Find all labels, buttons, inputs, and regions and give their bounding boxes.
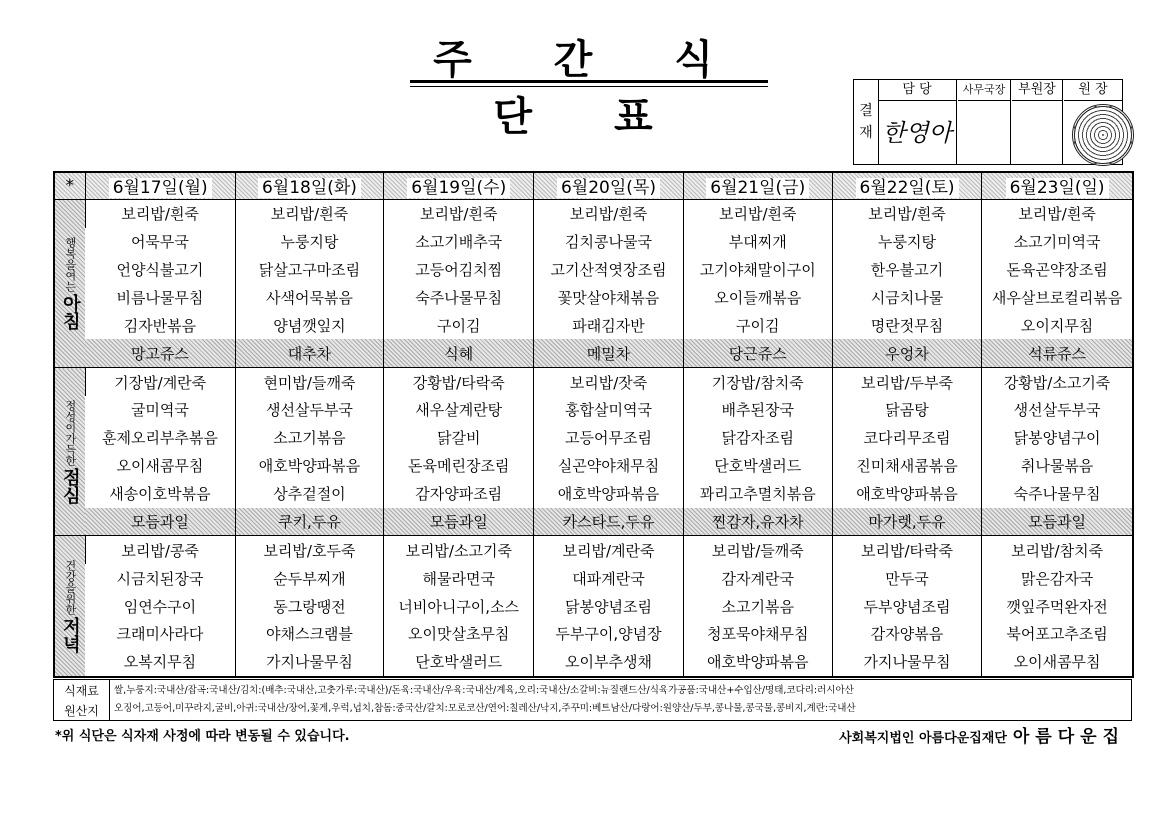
menu-cell: 누룽지탕 (832, 228, 981, 256)
menu-row (55, 396, 1132, 424)
menu-cell: 오이새콤무침 (982, 648, 1132, 676)
menu-cell: 굴미역국 (130, 401, 189, 420)
menu-cell: 사색어묵볶음 (235, 283, 383, 311)
approval-col-staff: 담 당 한영아 (878, 80, 957, 164)
meal-label-breakfast: 행복을여는 아침 (55, 199, 85, 367)
menu-cell: 오이부추생채 (534, 648, 683, 676)
menu-row (55, 452, 1132, 480)
menu-cell: 어묵무국 (130, 233, 189, 252)
menu-cell: 보리밥/두부죽 (832, 368, 981, 396)
menu-cell: 구이김 (683, 311, 832, 339)
menu-cell: 닭곰탕 (832, 396, 981, 424)
menu-cell: 가지나물무침 (235, 648, 383, 676)
menu-cell: 보리밥/흰죽 (982, 199, 1132, 227)
drink-cell: 마가렛,두유 (832, 508, 981, 536)
menu-cell: 감자계란국 (683, 564, 832, 592)
menu-cell: 두부양념조림 (832, 592, 981, 620)
menu-cell: 애호박양파볶음 (683, 648, 832, 676)
menu-cell: 북어포고추조림 (982, 620, 1132, 648)
menu-cell: 기장밥/참치죽 (683, 368, 832, 396)
menu-cell: 닭갈비 (384, 424, 534, 452)
menu-cell: 부대찌개 (683, 228, 832, 256)
menu-cell: 배추된장국 (683, 396, 832, 424)
menu-cell: 숙주나물무침 (384, 283, 534, 311)
approval-col-secretary: 사무국장 (958, 80, 1011, 164)
drink-cell: 찐감자,유자차 (683, 508, 832, 536)
menu-cell: 보리밥/호두죽 (235, 536, 383, 564)
title-underline (410, 80, 768, 83)
menu-cell: 코다리무조림 (832, 424, 981, 452)
menu-row (55, 199, 1132, 227)
origin-label: 식재료 원산지 (54, 680, 110, 720)
menu-cell: 구이김 (384, 311, 534, 339)
seal-stamp (1072, 104, 1134, 166)
menu-cell: 강황밥/소고기죽 (982, 368, 1132, 396)
approval-col-vice: 부원장 (1012, 80, 1063, 164)
menu-cell: 새우살브로컬리볶음 (982, 283, 1132, 311)
page-title: 주 간 식 단 표 (433, 36, 747, 140)
drink-cell: 모듬과일 (85, 508, 235, 536)
menu-cell: 파래김자반 (534, 311, 683, 339)
menu-cell: 깻잎주먹완자전 (982, 592, 1132, 620)
menu-cell: 고등어무조림 (534, 424, 683, 452)
day-header: 6월23일(일) (982, 173, 1132, 199)
organization-name: 사회복지법인 아름다운집재단 아름다운집 (839, 727, 1125, 747)
menu-cell: 새송이호박볶음 (109, 485, 211, 504)
menu-row (55, 424, 1132, 452)
menu-cell: 오복지무침 (123, 653, 197, 672)
menu-cell: 대파계란국 (534, 564, 683, 592)
menu-cell: 야채스크램블 (235, 620, 383, 648)
menu-cell: 소고기볶음 (683, 592, 832, 620)
menu-cell: 숙주나물무침 (982, 480, 1132, 508)
menu-row (55, 648, 1132, 676)
menu-cell: 단호박샐러드 (683, 452, 832, 480)
menu-cell: 명란젓무침 (832, 311, 981, 339)
menu-cell: 크래미사라다 (116, 625, 204, 644)
menu-cell: 보리밥/계란죽 (534, 536, 683, 564)
menu-cell: 누룽지탕 (235, 228, 383, 256)
menu-row (55, 564, 1132, 592)
menu-cell: 청포묵야채무침 (683, 620, 832, 648)
menu-cell: 취나물볶음 (982, 452, 1132, 480)
menu-cell: 오이들깨볶음 (683, 283, 832, 311)
approval-box (853, 79, 1123, 165)
weekly-menu-table (53, 171, 1134, 678)
menu-cell: 고등어김치찜 (384, 256, 534, 284)
menu-cell: 닭살고구마조림 (235, 256, 383, 284)
menu-cell: 소고기미역국 (982, 228, 1132, 256)
menu-cell: 현미밥/들깨죽 (235, 368, 383, 396)
menu-cell: 오이맛살초무침 (384, 620, 534, 648)
menu-cell: 보리밥/흰죽 (683, 199, 832, 227)
menu-cell: 보리밥/흰죽 (534, 199, 683, 227)
drink-cell: 쿠키,두유 (235, 508, 383, 536)
menu-cell: 두부구이,양념장 (534, 620, 683, 648)
menu-cell: 감자양파조림 (384, 480, 534, 508)
menu-row (55, 311, 1132, 339)
meal-label-lunch: 정성이가득한 점심 (55, 368, 85, 536)
menu-cell: 언양식불고기 (116, 261, 204, 280)
menu-cell: 새우살계란탕 (384, 396, 534, 424)
menu-cell: 김자반볶음 (123, 316, 197, 335)
drink-row (55, 339, 1132, 367)
signature: 한영아 (882, 119, 952, 147)
menu-cell: 생선살두부국 (982, 396, 1132, 424)
drink-cell: 대추차 (235, 339, 383, 367)
menu-cell: 돈육곤약장조림 (982, 256, 1132, 284)
menu-cell: 시금치나물 (832, 283, 981, 311)
menu-cell: 맑은감자국 (982, 564, 1132, 592)
menu-cell: 한우불고기 (832, 256, 981, 284)
menu-cell: 강황밥/타락죽 (384, 368, 534, 396)
menu-cell: 임연수구이 (123, 597, 197, 616)
menu-cell: 보리밥/참치죽 (982, 536, 1132, 564)
menu-cell: 닭감자조림 (683, 424, 832, 452)
menu-cell: 고기야채말이구이 (683, 256, 832, 284)
drink-cell: 우엉차 (832, 339, 981, 367)
drink-cell: 석류쥬스 (982, 339, 1132, 367)
menu-cell: 동그랑땡전 (235, 592, 383, 620)
menu-cell: 소고기배추국 (384, 228, 534, 256)
menu-row (55, 228, 1132, 256)
title-underline-thin (410, 86, 768, 87)
menu-cell: 애호박양파볶음 (235, 452, 383, 480)
menu-cell: 훈제오리부추볶음 (101, 429, 218, 448)
menu-cell: 시금치된장국 (116, 569, 204, 588)
menu-cell: 해물라면국 (384, 564, 534, 592)
menu-cell: 보리밥/소고기죽 (384, 536, 534, 564)
menu-cell: 보리밥/흰죽 (85, 199, 235, 227)
approval-col-director: 원 장 (1064, 80, 1122, 164)
origin-info (53, 679, 1132, 721)
menu-cell: 양념깻잎지 (235, 311, 383, 339)
menu-cell: 가지나물무침 (832, 648, 981, 676)
menu-cell: 보리밥/흰죽 (832, 199, 981, 227)
menu-row (55, 256, 1132, 284)
drink-cell: 망고쥬스 (85, 339, 235, 367)
drink-cell: 당근쥬스 (683, 339, 832, 367)
drink-cell: 모듬과일 (384, 508, 534, 536)
menu-cell: 보리밥/들깨죽 (683, 536, 832, 564)
day-header-row (55, 173, 1132, 199)
menu-row (55, 592, 1132, 620)
menu-cell: 소고기볶음 (235, 424, 383, 452)
menu-cell: 실곤약야채무침 (534, 452, 683, 480)
menu-cell: 꽃맛살야채볶음 (534, 283, 683, 311)
drink-cell: 카스타드,두유 (534, 508, 683, 536)
menu-row (55, 620, 1132, 648)
menu-cell: 고기산적엿장조림 (534, 256, 683, 284)
menu-cell: 만두국 (832, 564, 981, 592)
menu-row (55, 368, 1132, 396)
day-header: 6월22일(토) (832, 173, 981, 199)
menu-cell: 보리밥/흰죽 (384, 199, 534, 227)
menu-cell: 오이지무침 (982, 311, 1132, 339)
menu-cell: 생선살두부국 (235, 396, 383, 424)
day-header: 6월17일(월) (85, 173, 235, 199)
approval-side-label: 결 재 (854, 80, 879, 164)
meal-label-dinner: 건강을위한 저녁 (55, 536, 85, 676)
menu-cell: 너비아니구이,소스 (384, 592, 534, 620)
menu-cell: 감자양볶음 (832, 620, 981, 648)
day-header: 6월19일(수) (384, 173, 534, 199)
drink-cell: 메밀차 (534, 339, 683, 367)
menu-cell: 순두부찌개 (235, 564, 383, 592)
menu-cell: 비름나물무침 (116, 288, 204, 307)
menu-cell: 닭봉양념구이 (982, 424, 1132, 452)
menu-cell: 오이새콤무침 (116, 457, 204, 476)
drink-cell: 식혜 (384, 339, 534, 367)
change-notice: *위 식단은 식자재 사정에 따라 변동될 수 있습니다. (55, 729, 350, 744)
menu-cell: 애호박양파볶음 (832, 480, 981, 508)
day-header: 6월21일(금) (683, 173, 832, 199)
menu-row (55, 480, 1132, 508)
menu-row (55, 283, 1132, 311)
menu-cell: 꽈리고추멸치볶음 (683, 480, 832, 508)
menu-cell: 닭봉양념조림 (534, 592, 683, 620)
menu-cell: 기장밥/계란죽 (85, 368, 235, 396)
origin-text: 쌀,누룽지:국내산/잡곡:국내산/김치:(배추:국내산,고춧가루:국내산)/돈육:국내산/우육:국내산/계육,오리:국내산/소갈비:뉴질랜드산/식육가공품:국내산+수입산/명태,코다리:러시아산 오징어,고등어,미꾸라지,굴비,아귀:국내산/장어,꽃게,우럭,넙치,참돔:중국산/갈치:모로코산/연어:칠레산/낙지,주꾸미:베트남산/다랑어:원양산/두부,콩나물,콩국물,콩비지,계란:국내산 (114, 685, 856, 714)
menu-cell: 보리밥/흰죽 (235, 199, 383, 227)
menu-row (55, 536, 1132, 564)
menu-cell: 보리밥/콩죽 (85, 536, 235, 564)
day-header: 6월18일(화) (235, 173, 383, 199)
menu-cell: 김치콩나물국 (534, 228, 683, 256)
menu-cell: 돈육메린장조림 (384, 452, 534, 480)
drink-row (55, 508, 1132, 536)
menu-cell: 상추겉절이 (235, 480, 383, 508)
menu-cell: 단호박샐러드 (384, 648, 534, 676)
menu-cell: 진미채새콤볶음 (832, 452, 981, 480)
day-header: 6월20일(목) (534, 173, 683, 199)
menu-cell: 애호박양파볶음 (534, 480, 683, 508)
drink-cell: 모듬과일 (982, 508, 1132, 536)
menu-cell: 보리밥/타락죽 (832, 536, 981, 564)
menu-cell: 보리밥/잣죽 (534, 368, 683, 396)
menu-cell: 홍합살미역국 (534, 396, 683, 424)
corner-mark: * (55, 173, 85, 199)
